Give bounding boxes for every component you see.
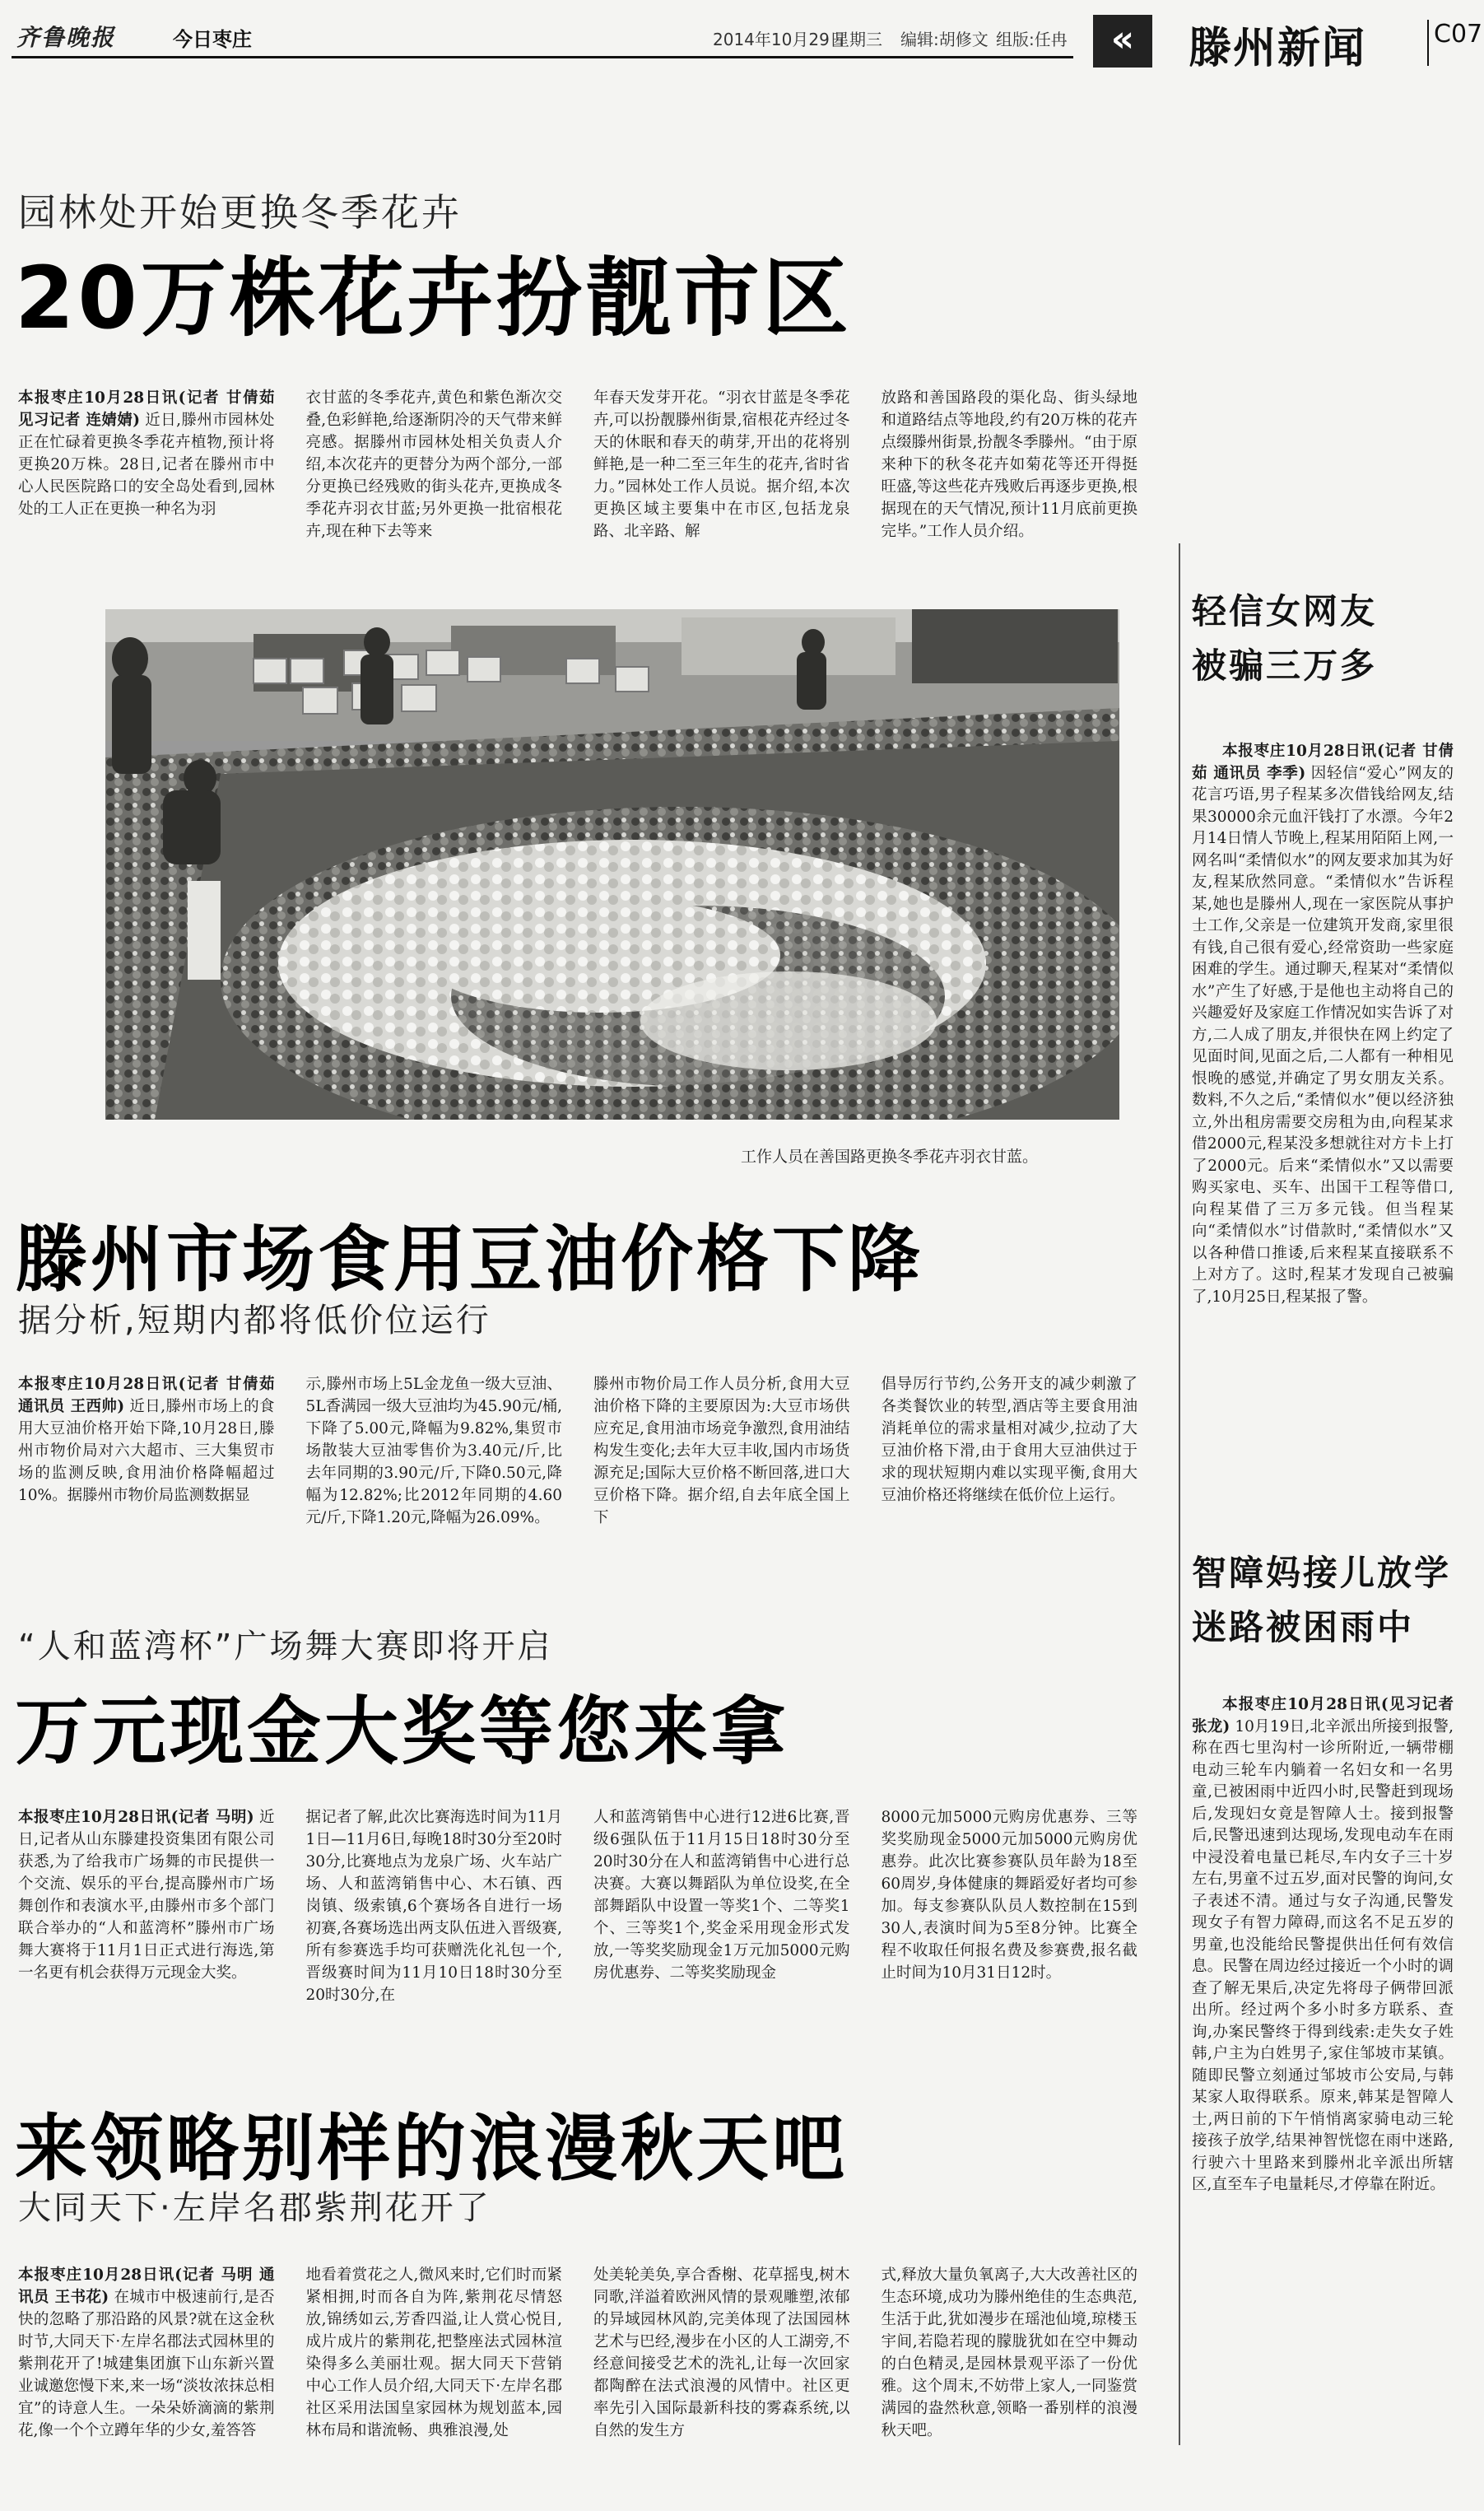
article1-kicker: 园林处开始更换冬季花卉 [18,190,462,235]
page-number: C07 [1434,20,1483,49]
issue-date: 2014年10月29日 [713,30,846,49]
article2-col2: 示,滕州市场上5L金龙鱼一级大豆油、5L香满园一级大豆油均为45.90元/桶,下降了5.00元,降幅为9.82%,集贸市场散装大豆油零售价为3.40元/斤,比去年同期的3.90元/斤,下降0.50元,降幅为12.82%;比2012年同期的4.60元/斤,下降1.20元,降幅为26.09%。 [305,1376,562,1526]
article3-col4: 8000元加5000元购房优惠券、三等奖奖励现金5000元加5000元购房优惠券。此次比赛参赛队员年龄为18至60周岁,身体健康的舞蹈爱好者均可参加。每支参赛队队员人数控制在15到30人,表演时间为5至8分钟。比赛全程不收取任何报名费及参赛费,报名截止时间为10月31日12时。 [881,1809,1137,1982]
section-title: 滕州新闻 [1189,23,1367,73]
article4-col2: 地看着赏花之人,微风来时,它们时而紧紧相拥,时而各自为阵,紫荆花尽情怒放,锦绣如云,芳香四溢,让人赏心悦目,成片成片的紫荆花,把整座法式园林渲染得多么美丽壮观。据大同天下营销中心工作人员介绍,大同天下·左岸名郡社区采用法国皇家园林为规划蓝本,园林布局和谐流畅、典雅浪漫,处 [305,2266,562,2439]
article1-headline: 20万株花卉扮靓市区 [15,248,852,348]
article3-col2: 据记者了解,此次比赛海选时间为11月1日—11月6日,每晚18时30分至20时30分,比赛地点为龙泉广场、火车站广场、人和蓝湾销售中心、木石镇、西岗镇、级索镇,6个赛场各自进行一场初赛,各赛场选出两支队伍进入晋级赛,所有参赛选手均可获赠洗化礼包一个,晋级赛时间为11月10日18时30分至20时30分,在 [305,1809,562,2004]
editor-credit: 编辑:胡修文 [900,30,989,49]
side1-byline: 本报枣庄10月28日讯(记者 甘倩茹 通讯员 李季) [1192,743,1454,782]
article2-headline: 滕州市场食用豆油价格下降 [15,1217,924,1302]
article2-body [18,1373,1137,1571]
side1-body: 本报枣庄10月28日讯(记者 甘倩茹 通讯员 李季) 因轻信“爱心”网友的花言巧语,男子程某多次借钱给网友,结果30000余元血汗钱打了水漂。今年2月14日情人节晚上,程某用陌陌上网,一网名叫“柔情似水”的网友要求加其为好友,程某欣然同意。“柔情似水”告诉程某,她也是滕州人,现在一家医院从事护士工作,父亲是一位建筑开发商,家里很有钱,自己很有爱心,经常资助一些家庭困难的学生。通过聊天,程某对“柔情似水”产生了好感,于是他也主动将自己的兴趣爱好及家庭工作情况如实告诉了对方,二人成了朋友,并很快在网上约定了见面时间,见面之后,二人都有一种相见恨晚的感觉,并确定了男女朋友关系。数料,不久之后,“柔情似水”便以经济独立,外出租房需要交房租为由,向程某求借2000元,程某没多想就往对方卡上打了2000元。后来“柔情似水”又以需要购买家电、买车、出国干工程等借口,向程某借了三万多元钱。但当程某向“柔情似水”讨借款时,“柔情似水”又以各种借口推诿,后来程某直接联系不上对方了。这时,程某才发现自己被骗了,10月25日,程某报了警。 [1192,743,1454,1306]
layout-credit: 组版:任冉 [996,30,1068,49]
masthead-rule [12,56,1073,58]
article4-col4: 式,释放大量负氧离子,大大改善社区的生态环境,成功为滕州绝佳的生态典范,生活于此,犹如漫步在瑶池仙境,琼楼玉宇间,若隐若现的朦胧犹如在空中舞动的白色精灵,是园林景观平添了一份优雅。这个周末,不妨带上家人,一同鉴赏满园的盎然秋意,领略一番别样的浪漫秋天吧。 [881,2266,1137,2439]
article2-subhead: 据分析,短期内都将低价位运行 [18,1302,491,1339]
article4-col3: 处美轮美奂,享合香榭、花草摇曳,树木同歌,洋溢着欧洲风情的景观雕塑,浓郁的异域园林风韵,完美体现了法国园林艺术与巴经,漫步在小区的人工湖旁,不经意间接受艺术的洗礼,让每一次回家都陶醉在法式浪漫的风情中。社区更率先引入国际最新科技的雾森系统,以自然的发生方 [593,2266,850,2439]
column-divider [1179,543,1180,2445]
article4-body [18,2264,1137,2495]
article4-headline: 来领略别样的浪漫秋天吧 [15,2106,849,2191]
newspaper-logo: 齐鲁晚报 [16,24,116,51]
article1-col3: 年春天发芽开花。“羽衣甘蓝是冬季花卉,可以扮靓滕州街景,宿根花卉经过冬天的休眠和春天的萌芽,开出的花将别鲜艳,是一种二至三年生的花卉,省时省力。”园林处工作人员说。据介绍,本次更换区域主要集中在市区,包括龙泉路、北辛路、解 [593,389,850,540]
article4-subhead: 大同天下·左岸名郡紫荆花开了 [18,2189,491,2227]
issue-weekday: 星期三 [833,30,882,49]
chevron-left-icon: « [1093,15,1152,68]
article1-byline: 本报枣庄10月28日讯(记者 甘倩茹 见习记者 连婧婧) [18,389,275,429]
side1-headline: 轻信女网友 被骗三万多 [1192,591,1378,686]
article2-byline: 本报枣庄10月28日讯(记者 甘倩茹 通讯员 王西帅) [18,1376,275,1415]
flowerbed-photo [105,609,1119,1120]
side2-body: 本报枣庄10月28日讯(见习记者 张龙) 10月19日,北辛派出所接到报警,称在西七里沟村一诊所附近,一辆带棚电动三轮车内躺着一名妇女和一名男童,已被困雨中近四小时,民警赶到现场后,发现妇女竟是智障人士。接到报警后,民警迅速到达现场,发现电动车在雨中浸没着电量已耗尽,车内女子三十岁左右,男童不过五岁,面对民警的询问,女子表述不清。通过与女子沟通,民警发现女子有智力障碍,而这名不足五岁的男童,也没能给民警提供出任何有效信息。民警在周边经过接近一个小时的调查了解无果后,决定先将母子俩带回派出所。经过两个多小时多方联系、查询,办案民警终于得到线索:走失女子姓韩,户主为白姓男子,家住邹坡市某镇。随即民警立刻通过邹坡市公安局,与韩某家人取得联系。原来,韩某是智障人士,两日前的下午悄悄离家骑电动三轮接孩子放学,结果神智恍惚在雨中迷路,行驶六十里路来到滕州北辛派出所辖区,直至车子电量耗尽,才停靠在附近。 [1192,1696,1454,2193]
masthead [12,8,1483,74]
article2-col3: 滕州市物价局工作人员分析,食用大豆油价格下降的主要原因为:大豆市场供应充足,食用油市场竞争激烈,食用油结构发生变化;去年大豆丰收,国内市场货源充足;国际大豆价格不断回落,进口大豆价格下降。据介绍,自去年底全国上下 [593,1376,850,1526]
article1-col2: 衣甘蓝的冬季花卉,黄色和紫色渐次交叠,色彩鲜艳,给逐渐阴冷的天气带来鲜亮感。据滕州市园林处相关负责人介绍,本次花卉的更替分为两个部分,一部分更换已经残败的街头花卉,更换成冬季花卉羽衣甘蓝;另外更换一批宿根花卉,现在种下去等来 [305,389,562,540]
edition-name: 今日枣庄 [173,27,252,51]
article3-col3: 人和蓝湾销售中心进行12进6比赛,晋级6强队伍于11月15日18时30分至20时30分在人和蓝湾销售中心进行总决赛。大赛以舞蹈队为单位设奖,在全部舞蹈队中设置一等奖1个、二等奖1个、三等奖1个,奖金采用现金形式发放,一等奖奖励现金1万元加5000元购房优惠券、二等奖奖励现金 [593,1809,850,1982]
photo-caption: 工作人员在善国路更换冬季花卉羽衣甘蓝。 [741,1148,1039,1166]
article2-col4: 倡导厉行节约,公务开支的减少刺激了各类餐饮业的转型,酒店等主要食用油消耗单位的需求量相对减少,拉动了大豆油价格下滑,由于食用大豆油供过于求的现状短期内难以实现平衡,食用大豆油价格还将继续在低价位上运行。 [881,1376,1137,1504]
article3-kicker: “人和蓝湾杯”广场舞大赛即将开启 [18,1628,553,1665]
masthead-divider [1427,20,1429,66]
article3-col1: 本报枣庄10月28日讯(记者 马明) 近日,记者从山东滕建投资集团有限公司获悉,为了给我市广场舞的市民提供一个交流、娱乐的平台,提高滕州市广场舞创作和表演水平,由滕州市多个部门联合举办的“人和蓝湾杯”滕州市广场舞大赛将于11月1日正式进行海选,第一名更有机会获得万元现金大奖。 [18,1809,275,1982]
article1-col4: 放路和善国路段的渠化岛、街头绿地和道路结点等地段,约有20万株的花卉点缀滕州街景,扮靓冬季滕州。“由于原来种下的秋冬花卉如菊花等还开得挺旺盛,等这些花卉残败后再逐步更换,根据现在的天气情况,预计11月底前更换完毕。”工作人员介绍。 [881,389,1137,540]
article3-headline: 万元现金大奖等您来拿 [15,1689,789,1775]
article1-col1: 本报枣庄10月28日讯(记者 甘倩茹 见习记者 连婧婧) 近日,滕州市园林处正在忙碌着更换冬季花卉植物,预计将更换20万株。28日,记者在滕州市中心人民医院路口的安全岛处看到,园林处的工人正在更换一种名为羽 [18,389,275,518]
article3-body [18,1806,1137,2053]
article4-byline: 本报枣庄10月28日讯(记者 马明 通讯员 王书花) [18,2266,275,2306]
article1-body [18,387,1137,585]
side2-headline: 智障妈接儿放学 迷路被困雨中 [1192,1553,1452,1647]
article2-col1: 本报枣庄10月28日讯(记者 甘倩茹 通讯员 王西帅) 近日,滕州市场上的食用大豆油价格开始下降,10月28日,滕州市物价局对六大超市、三大集贸市场的监测反映,食用油价格降幅超过10%。据滕州市物价局监测数据显 [18,1376,275,1504]
article3-byline: 本报枣庄10月28日讯(记者 马明) [18,1809,254,1826]
flowerbed-photo-image [105,609,1119,1120]
side2-byline: 本报枣庄10月28日讯(见习记者 张龙) [1192,1696,1454,1735]
article4-col1: 本报枣庄10月28日讯(记者 马明 通讯员 王书花) 在城市中极速前行,是否快的忽略了那沿路的风景?就在这金秋时节,大同天下·左岸名郡法式园林里的紫荆花开了!城建集团旗下山东新兴置业诚邀您慢下来,来一场“淡妆浓抹总相宜”的诗意人生。一朵朵娇滴滴的紫荆花,像一个个立蹲年华的少女,羞答答 [18,2266,275,2439]
